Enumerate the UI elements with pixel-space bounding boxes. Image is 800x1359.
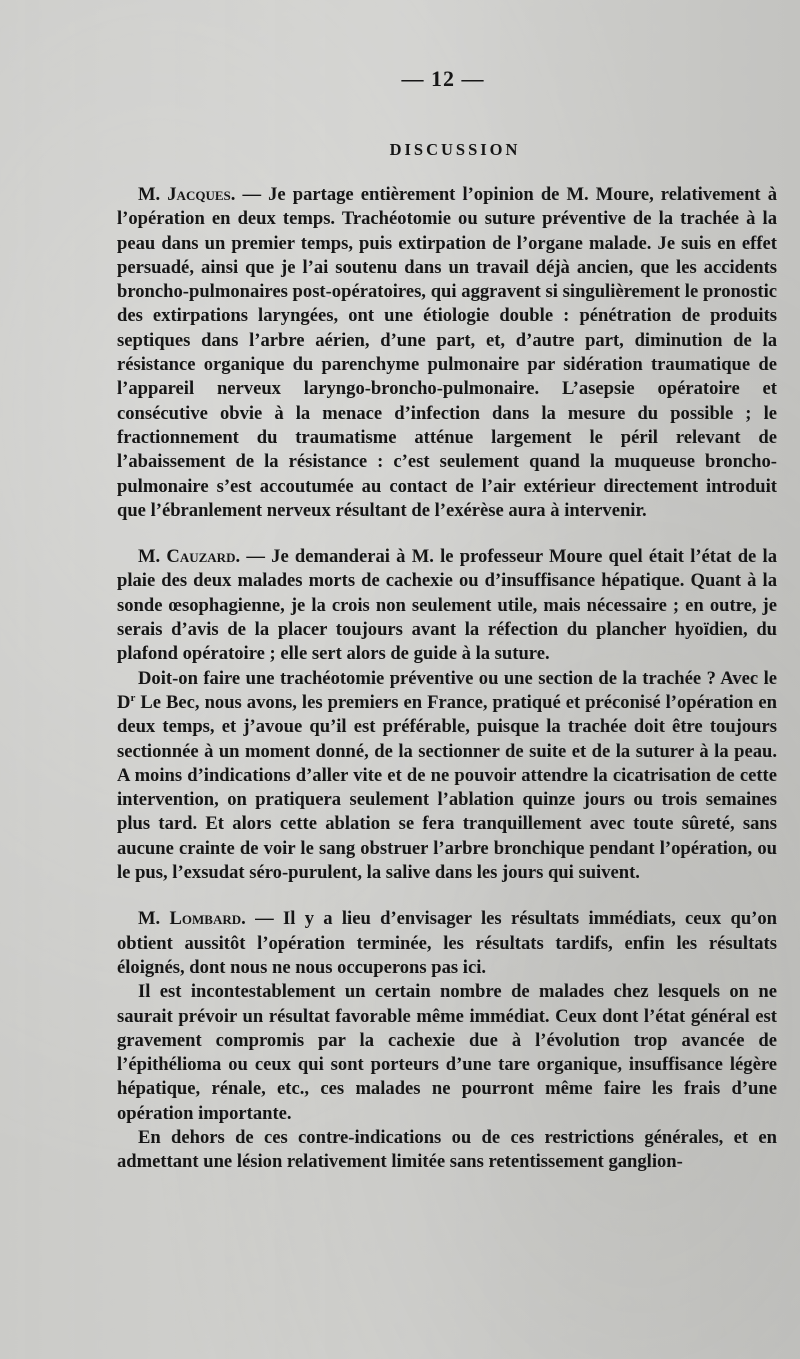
speaker-name: M. Lombard. xyxy=(138,908,246,930)
paragraph-text: Il est incontestablement un certain nombre de malades chez lesquels on ne saurait prévoir un résultat favorable même immédiat. Ceux dont l’état général est gravement compromis par la cachexie due à l’évolution trop avancée de l’épithélioma ou ceux qui sont porteurs d’une tare organique, insuffisance légère hépatique, rénale, etc., ces malades ne pourront même faire les frais d’une opération importante. xyxy=(117,981,777,1124)
speaker-name: M. Cauzard. xyxy=(138,546,241,568)
paragraph-text: — Je demanderai à M. le professeur Moure quel était l’état de la plaie des deux malades morts de cachexie ou d’insuffisance hépatique. Quant à la sonde œsophagienne, je la crois non seulement utile, mais nécessaire ; en outre, je serais d’avis de la placer toujours avant la réfection du plancher hyoïdien, du plafond opératoire ; elle sert alors de guide à la suture. xyxy=(117,546,777,665)
paragraph-tracheotomie xyxy=(117,667,777,886)
paragraph-text: — Il y a lieu d’envisager les résultats immédiats, ceux qu’on obtient aussitôt l’opération terminée, les résultats tardifs, enfin les résultats éloignés, dont nous ne nous occuperons pas ici. xyxy=(117,908,777,978)
paragraph-text: — Je partage entièrement l’opinion de M. Moure, relativement à l’opération en deux temps. Trachéotomie ou suture préventive de la trachée à la peau dans un premier temps, puis extirpation de l’organe malade. Je suis en effet persuadé, ainsi que je l’ai soutenu dans un travail déjà ancien, que les accidents broncho-pulmonaires post-opératoires, qui aggravent si singulièrement le pronostic des extirpations laryngées, ont une étiologie double : pénétration de produits septiques dans l’arbre aérien, d’une part, et, d’autre part, diminution de la résistance organique du parenchyme pulmonaire par sidération traumatique de l’appareil nerveux laryngo-broncho-pulmonaire. L’asepsie opératoire et consécutive obvie à la menace d’infection dans la mesure du possible ; le fractionnement du traumatisme atténue largement le péril relevant de l’abaissement de la résistance : c’est seulement quand la muqueuse broncho-pulmonaire s’est accoutumée au contact de l’air extérieur directement introduit que l’ébranlement nerveux résultant de l’exérèse aura à intervenir. xyxy=(117,184,777,521)
paragraph-text: En dehors de ces contre-indications ou de ces restrictions générales, et en admettant une lésion relativement limitée sans retentissement ganglion- xyxy=(117,1126,777,1173)
paragraph-text: Le Bec, nous avons, les premiers en France, pratiqué et préconisé l’opération en deux temps, et j’avoue qu’il est préférable, puisque la trachée doit être toujours sectionnée à un moment donné, de la sectionner de suite et de la suturer à la peau. A moins d’indications d’aller vite et de ne pouvoir attendre la cicatrisation de cette intervention, on pratiquera seulement l’ablation quinze jours ou trois semaines plus tard. Et alors cette ablation se fera tranquillement avec toute sûreté, sans aucune crainte de voir le sang obstruer l’arbre bronchique pendant l’opération, ou le pus, l’exsudat séro-purulent, la salive dans les jours qui suivent. xyxy=(117,691,777,884)
page-number: — 12 — xyxy=(401,66,485,91)
paragraph-cauzard xyxy=(117,545,777,666)
speaker-name: M. Jacques. xyxy=(138,184,236,205)
paragraph-jacques xyxy=(117,183,777,523)
paragraph-malades xyxy=(117,980,777,1126)
paragraph-lombard xyxy=(117,907,777,980)
body-text xyxy=(117,183,777,1175)
superscript: r xyxy=(130,691,136,704)
paragraph-text: Doit-on faire une trachéotomie préventive ou une section de la trachée ? Avec le D xyxy=(117,667,777,713)
paragraph-contre-indications xyxy=(117,1126,777,1175)
section-heading: DISCUSSION xyxy=(389,140,521,159)
